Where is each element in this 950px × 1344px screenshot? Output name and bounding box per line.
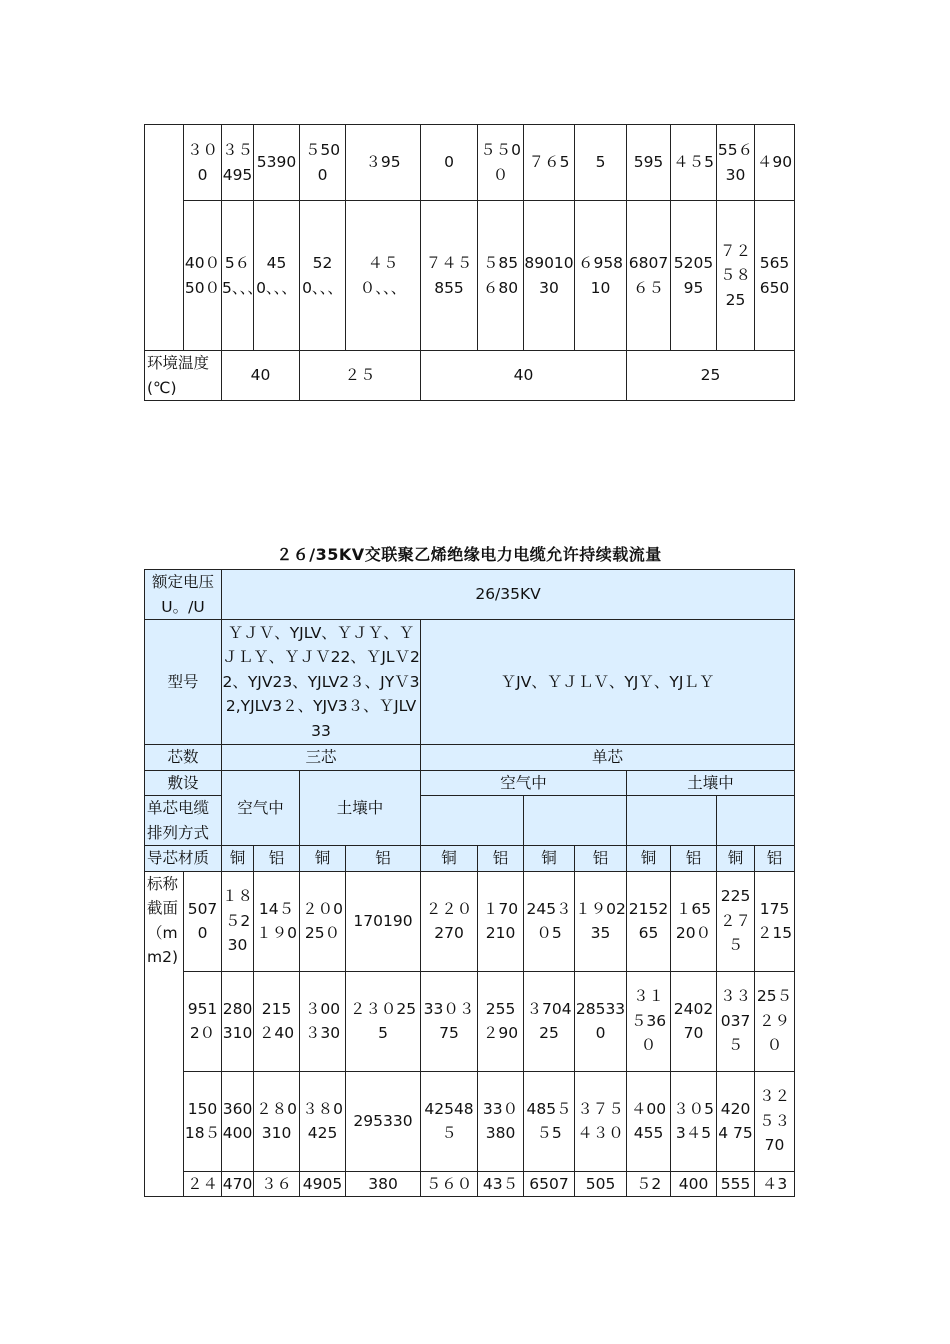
table-cell: 40 [222, 351, 300, 401]
table-cell: ２２０270 [421, 871, 478, 971]
table-cell: ３95 [346, 125, 421, 201]
table-cell: 215265 [627, 871, 671, 971]
model-three-core: ＹＪＶ、YJLV、ＹＪＹ、ＹＪＬＹ、ＹＪＶ22、ＹJLＶ22、YJV23、YJLV2３、JYＶ32,YJLV3２、YJV3３、ＹJLV33 [222, 620, 421, 745]
laying-label: 敷设 [145, 770, 222, 796]
table-cell: ２３０255 [346, 971, 421, 1071]
table-cell: ５６０ [421, 1171, 478, 1197]
temperature-label: 环境温度(℃) [145, 351, 222, 401]
table-cell: 铜 [524, 846, 575, 872]
table-cell: ４５０、、、 [346, 201, 421, 351]
voltage-label: 额定电压U。/U [145, 570, 222, 620]
table-cell: 520595 [671, 201, 717, 351]
table-cell: 33０３75 [421, 971, 478, 1071]
ampacity-table [144, 569, 795, 1197]
table-cell: ３３037５ [717, 971, 755, 1071]
table-cell: 14５１９0 [254, 871, 300, 971]
table-cell: 520、、、 [300, 201, 346, 351]
table-cell: 铝 [254, 846, 300, 872]
table-cell: 595 [627, 125, 671, 201]
table-cell: 土壤中 [627, 770, 795, 796]
table-cell: 铜 [300, 846, 346, 872]
table-cell: 450、、、 [254, 201, 300, 351]
section-label: 标称截面（mm2) [145, 871, 184, 1197]
table-cell: 9512０ [184, 971, 222, 1071]
table-cell: 三芯 [222, 745, 421, 771]
table-cell: 285330 [575, 971, 627, 1071]
material-row [145, 846, 795, 872]
table-cell: 25 [627, 351, 795, 401]
table-cell: ６95810 [575, 201, 627, 351]
voltage-value: 26/35KV [222, 570, 795, 620]
ampacity-table-continued [144, 124, 795, 401]
table-cell: 土壤中 [300, 770, 421, 846]
cores-row [145, 745, 795, 771]
table-cell: ４90 [755, 125, 795, 201]
table-cell: 485５５5 [524, 1071, 575, 1171]
table-cell: 铜 [717, 846, 755, 872]
table-cell: ３０53４5 [671, 1071, 717, 1171]
section-label-cell [145, 125, 184, 351]
table-cell: 280310 [222, 971, 254, 1071]
table-cell: ５2 [627, 1171, 671, 1197]
table-cell: 505 [575, 1171, 627, 1197]
temperature-row [145, 351, 795, 401]
table-cell: 5 [575, 125, 627, 201]
material-label: 导芯材质 [145, 846, 222, 872]
table-cell: 240270 [671, 971, 717, 1071]
table-cell: ７４５855 [421, 201, 478, 351]
table-cell: １８５230 [222, 871, 254, 971]
table-cell: ３２５３70 [755, 1071, 795, 1171]
table-cell: 55６30 [717, 125, 755, 201]
table-cell: 铝 [346, 846, 421, 872]
table-cell: 400 [671, 1171, 717, 1197]
table-cell: ５５0０ [478, 125, 524, 201]
table-cell: 470 [222, 1171, 254, 1197]
table-cell: ３７５４３０ [575, 1071, 627, 1171]
cores-label: 芯数 [145, 745, 222, 771]
table-cell: 175２15 [755, 871, 795, 971]
table-cell: 255２90 [478, 971, 524, 1071]
table-title: ２６/35KV交联聚乙烯绝缘电力电缆允许持续载流量 [276, 545, 662, 564]
table-cell: ３８0425 [300, 1071, 346, 1171]
table-cell: 4204 75 [717, 1071, 755, 1171]
table-cell: １９0235 [575, 871, 627, 971]
table-cell: 铜 [421, 846, 478, 872]
table-row [145, 1171, 795, 1197]
laying-row [145, 770, 795, 796]
table-cell: 245３０5 [524, 871, 575, 971]
table-row [145, 1071, 795, 1171]
table-cell: 170190 [346, 871, 421, 971]
table-row [145, 971, 795, 1071]
table-cell: 33０380 [478, 1071, 524, 1171]
table-cell: 40 [421, 351, 627, 401]
table-cell: ３６ [254, 1171, 300, 1197]
table-cell: ４00455 [627, 1071, 671, 1171]
table-cell: ４５5 [671, 125, 717, 201]
table-cell: ５500 [300, 125, 346, 201]
table-cell: 空气中 [421, 770, 627, 796]
table-cell: 空气中 [222, 770, 300, 846]
table-cell: 565650 [755, 201, 795, 351]
table-cell: 360400 [222, 1071, 254, 1171]
model-single-core: ＹJV、ＹＪＬＶ、YJＹ、YJＬＹ [421, 620, 795, 745]
table-cell: 8901030 [524, 201, 575, 351]
table-cell: 380 [346, 1171, 421, 1197]
table-cell: 25５２９０ [755, 971, 795, 1071]
table-cell: 15018５ [184, 1071, 222, 1171]
model-label: 型号 [145, 620, 222, 745]
table-cell: ７２５８25 [717, 201, 755, 351]
table-cell: ５85６80 [478, 201, 524, 351]
table-cell: ２０025０ [300, 871, 346, 971]
table-row [145, 871, 795, 971]
table-cell: 铝 [755, 846, 795, 872]
table-cell: 铝 [478, 846, 524, 872]
table-cell: 5390 [254, 125, 300, 201]
table-cell: ３０0 [184, 125, 222, 201]
table-cell: 225２７５ [717, 871, 755, 971]
table-cell: 40０50０ [184, 201, 222, 351]
table-cell: １6520０ [671, 871, 717, 971]
table-cell: ２５ [300, 351, 421, 401]
table-cell: 6807６５ [627, 201, 671, 351]
table-cell: ７６5 [524, 125, 575, 201]
arrangement-label: 单芯电缆排列方式 [145, 796, 222, 846]
table-row [145, 201, 795, 351]
table-cell: ３70425 [524, 971, 575, 1071]
table-cell: 43５ [478, 1171, 524, 1197]
table-cell: ３５495 [222, 125, 254, 201]
table-cell: 295330 [346, 1071, 421, 1171]
table-cell: 0 [421, 125, 478, 201]
table-cell: 215２40 [254, 971, 300, 1071]
table-cell: ２８0310 [254, 1071, 300, 1171]
table-cell: ４3 [755, 1171, 795, 1197]
table-cell: ３１５36０ [627, 971, 671, 1071]
table-cell: ２４ [184, 1171, 222, 1197]
table-cell: 6507 [524, 1171, 575, 1197]
table-cell: 铝 [671, 846, 717, 872]
table-cell: 4905 [300, 1171, 346, 1197]
table-cell: 单芯 [421, 745, 795, 771]
table-cell: 铝 [575, 846, 627, 872]
table-cell: ３00３30 [300, 971, 346, 1071]
table-cell: 42548５ [421, 1071, 478, 1171]
model-row [145, 620, 795, 745]
table-cell: 铜 [627, 846, 671, 872]
table-cell: 5６5、、、 [222, 201, 254, 351]
table-cell: 555 [717, 1171, 755, 1197]
table-cell: １70210 [478, 871, 524, 971]
voltage-row [145, 570, 795, 620]
table-cell: 5070 [184, 871, 222, 971]
table-row [145, 125, 795, 201]
table-cell: 铜 [222, 846, 254, 872]
